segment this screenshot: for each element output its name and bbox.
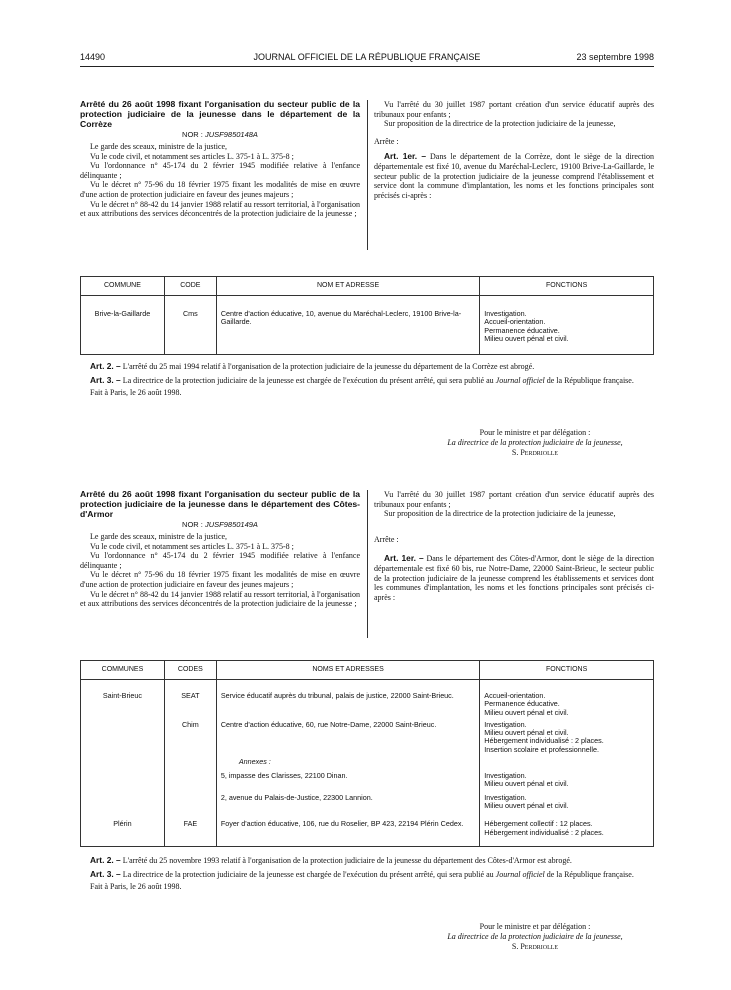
decree2-article-1 [374, 554, 654, 602]
issue-date: 23 septembre 1998 [576, 52, 654, 62]
commune-cell [81, 789, 165, 811]
decree1-visa: Vu l'ordonnance n° 45-174 du 2 février 1945 modifiée relative à l'enfance délinquante ; [80, 161, 360, 180]
decree2-visa: Vu l'arrêté du 30 juillet 1987 portant création d'un service éducatif auprès des tribunaux pour enfants ; [374, 490, 654, 509]
commune-cell: Plérin [81, 810, 165, 847]
decree2-visa: Vu le décret n° 75-96 du 18 février 1975 fixant les modalités de mise en œuvre d'une action de protection judiciaire en faveur des jeunes majeurs ; [80, 570, 360, 589]
address-cell: Centre d'action éducative, 10, avenue du Maréchal-Leclerc, 19100 Brive-la-Gaillarde. [216, 296, 479, 355]
decree1-fait: Fait à Paris, le 26 août 1998. [90, 388, 182, 398]
column-header: CODES [164, 661, 216, 680]
commune-cell: Brive-la-Gaillarde [81, 296, 165, 355]
annex-address: 5, impasse des Clarisses, 22100 Dinan. [220, 771, 348, 781]
signature-line: La directrice de la protection judiciaire de la jeunesse, [447, 438, 623, 447]
decree1-art3-label: Art. 3. – [90, 374, 121, 385]
functions-cell [480, 296, 654, 355]
function-item: Hébergement collectif : 12 places. [484, 819, 593, 829]
decree1-article-3 [80, 376, 654, 386]
decree2-visa: Vu l'ordonnance n° 45-174 du 2 février 1945 modifiée relative à l'enfance délinquante ; [80, 551, 360, 570]
function-item: Hébergement individualisé : 2 places. [484, 827, 604, 837]
table-row [81, 810, 654, 847]
function-item: Insertion scolaire et professionnelle. [484, 744, 599, 754]
decree2-article-3 [80, 870, 654, 880]
decree2-art3-text-a: La directrice de la protection judiciaire de la jeunesse est chargée de l'exécution du présent arrêté, qui sera publié au [122, 869, 494, 879]
decree2-title: Arrêté du 26 août 1998 fixant l'organisation du secteur public de la protection judiciaire de la jeunesse dans le département des Côtes-d'Armor [80, 489, 360, 519]
decree1-visa: Vu l'arrêté du 30 juillet 1987 portant création d'un service éducatif auprès des tribunaux pour enfants ; [374, 100, 654, 119]
code-cell: SEAT [164, 680, 216, 717]
decree2-closing [80, 856, 654, 892]
code-cell [164, 789, 216, 811]
function-item: Hébergement individualisé : 2 places. [484, 736, 604, 746]
decree1-table [80, 276, 654, 355]
decree1-title: Arrêté du 26 août 1998 fixant l'organisation du secteur public de la protection judiciaire de la jeunesse dans le département de la Corrèze [80, 99, 360, 129]
decree2-nor [80, 520, 360, 530]
column-header: FONCTIONS [480, 661, 654, 680]
page-number: 14490 [80, 52, 106, 62]
commune-cell [81, 754, 165, 789]
decree2-fait: Fait à Paris, le 26 août 1998. [90, 882, 182, 892]
decree1-left-column [80, 100, 360, 219]
function-item: Permanence éducative. [484, 325, 560, 335]
function-item: Milieu ouvert pénal et civil. [484, 728, 569, 738]
decree1-visa: Vu le décret n° 88-42 du 14 janvier 1988 relatif au ressort territorial, à l'organisation et aux attributions des services déconcentrés de la protection judiciaire de la jeunesse ; [80, 199, 360, 219]
decree2-art2-text: L'arrêté du 25 novembre 1993 relatif à l'organisation de la protection judiciaire de la jeunesse du département des Côtes-d'Armor est abrogé. [122, 856, 572, 865]
code-cell: Chim [164, 717, 216, 754]
function-item: Accueil-orientation. [484, 691, 546, 700]
decree2-arrete: Arrête : [374, 534, 399, 544]
decree1-art1-label: Art. 1er. – [384, 151, 427, 162]
function-item: Milieu ouvert pénal et civil. [484, 779, 569, 789]
decree2-article-2 [80, 856, 654, 866]
address-cell: Service éducatif auprès du tribunal, palais de justice, 22000 Saint-Brieuc. [216, 680, 479, 717]
column-header: NOM ET ADRESSE [216, 277, 479, 296]
header-rule [80, 66, 654, 67]
function-item: Investigation. [484, 719, 527, 729]
decree2-art3-text-b: Journal officiel [495, 869, 545, 879]
decree1-right-column [374, 100, 654, 200]
decree2-nor-code: JUSF9850149A [204, 520, 258, 530]
function-item: Milieu ouvert pénal et civil. [484, 800, 569, 810]
column-divider [367, 490, 368, 638]
journal-title: JOURNAL OFFICIEL DE LA RÉPUBLIQUE FRANÇAISE [253, 52, 481, 62]
address-cell: Centre d'action éducative, 60, rue Notre-Dame, 22000 Saint-Brieuc. [216, 717, 479, 754]
decree1-nor-label: NOR : [182, 130, 203, 140]
decree1-visa: Vu le code civil, et notamment ses articles L. 375-1 à L. 375-8 ; [90, 151, 294, 161]
decree1-signature [400, 428, 670, 458]
decree1-art2-label: Art. 2. – [90, 361, 121, 371]
address-cell [216, 754, 479, 789]
decree2-nor-label: NOR : [182, 520, 203, 530]
decree2-visa: Le garde des sceaux, ministre de la justice, [90, 531, 228, 541]
table-row [81, 680, 654, 717]
decree1-art3-text-c: de la République française. [546, 375, 634, 385]
decree2-art2-label: Art. 2. – [90, 855, 121, 865]
decree1-nor [80, 130, 360, 140]
decree1-visa: Le garde des sceaux, ministre de la justice, [90, 141, 228, 151]
column-header: COMMUNE [81, 277, 165, 296]
function-item: Investigation. [484, 771, 527, 781]
decree1-article-1 [374, 152, 654, 200]
function-item: Milieu ouvert pénal et civil. [484, 333, 569, 343]
function-item: Permanence éducative. [484, 699, 560, 709]
code-cell: FAE [164, 810, 216, 847]
decree1-visa: Vu le décret n° 75-96 du 18 février 1975 fixant les modalités de mise en œuvre d'une action de protection judiciaire en faveur des jeunes majeurs ; [80, 180, 360, 199]
table-header-row [81, 661, 654, 680]
signature-line: Pour le ministre et par délégation : [479, 428, 591, 437]
decree1-visa: Sur proposition de la directrice de la protection judiciaire de la jeunesse, [384, 119, 616, 129]
function-item: Accueil-orientation. [484, 317, 546, 327]
decree1-art3-text-a: La directrice de la protection judiciaire de la jeunesse est chargée de l'exécution du présent arrêté, qui sera publié au [122, 375, 494, 385]
column-header: FONCTIONS [480, 277, 654, 296]
decree1-art1-text: Dans le département de la Corrèze, dont le siège de la direction départementale est fixé 10, avenue du Maréchal-Leclerc, 19100 Brive-La-Gaillarde, le secteur public de la protection judiciaire de la jeunesse comprend l'établissement et service dont la commune d'implantation, les noms et les fonctions principales sont précisés ci-après : [374, 152, 654, 200]
address-cell: Foyer d'action éducative, 106, rue du Roselier, BP 423, 22194 Plérin Cedex. [216, 810, 479, 847]
decree2-table [80, 660, 654, 847]
functions-cell [480, 754, 654, 789]
functions-cell [480, 789, 654, 811]
functions-cell [480, 717, 654, 754]
decree2-right-column [374, 490, 654, 602]
decree2-signature [400, 922, 670, 952]
decree1-art2-text: L'arrêté du 25 mai 1994 relatif à l'organisation de la protection judiciaire de la jeunesse du département de la Corrèze est abrogé. [122, 362, 535, 371]
table-header-row [81, 277, 654, 296]
signature-line: Pour le ministre et par délégation : [479, 922, 591, 931]
decree2-art3-text-c: de la République française. [546, 869, 634, 879]
decree1-art3-text-b: Journal officiel [495, 375, 545, 385]
table-row [81, 296, 654, 355]
column-divider [367, 100, 368, 250]
decree2-art1-text: Dans le département des Côtes-d'Armor, dont le siège de la direction départementale est fixé 60 bis, rue Notre-Dame, 22000 Saint-Brieuc, le secteur public de la protection judiciaire de la jeunesse comprend les établissements et services dont les communes d'implantation, les noms et les fonctions principales sont précisés ci-après : [374, 554, 654, 602]
column-header: CODE [164, 277, 216, 296]
decree2-visa: Sur proposition de la directrice de la protection judiciaire de la jeunesse, [384, 509, 616, 519]
decree2-visa: Vu le décret n° 88-42 du 14 janvier 1988 relatif au ressort territorial, à l'organisation et aux attributions des services déconcentrés de la protection judiciaire de la jeunesse ; [80, 589, 360, 609]
decree1-closing [80, 362, 654, 398]
table-row [81, 754, 654, 789]
decree2-left-column [80, 490, 360, 609]
decree2-art3-label: Art. 3. – [90, 868, 121, 879]
address-cell: 2, avenue du Palais-de-Justice, 22300 Lannion. [216, 789, 479, 811]
column-header: COMMUNES [81, 661, 165, 680]
function-item: Investigation. [484, 309, 527, 318]
function-item: Milieu ouvert pénal et civil. [484, 707, 569, 717]
commune-cell [81, 717, 165, 754]
column-header: NOMS ET ADRESSES [216, 661, 479, 680]
functions-cell [480, 810, 654, 847]
signature-line: La directrice de la protection judiciaire de la jeunesse, [447, 932, 623, 941]
functions-cell [480, 680, 654, 717]
decree1-article-2 [80, 362, 654, 372]
decree1-nor-code: JUSF9850148A [204, 130, 258, 140]
decree2-visa: Vu le code civil, et notamment ses articles L. 375-1 à L. 375-8 ; [90, 541, 294, 551]
code-cell: Cms [164, 296, 216, 355]
table-row [81, 789, 654, 811]
decree1-arrete: Arrête : [374, 136, 399, 146]
signatory-name: S. Perdriolle [511, 942, 559, 951]
running-header [80, 52, 654, 66]
annex-label: Annexes : [238, 757, 271, 767]
signatory-name: S. Perdriolle [511, 448, 559, 457]
function-item: Investigation. [484, 792, 527, 802]
commune-cell: Saint-Brieuc [81, 680, 165, 717]
decree2-art1-label: Art. 1er. – [384, 553, 424, 564]
table-row [81, 717, 654, 754]
code-cell [164, 754, 216, 789]
